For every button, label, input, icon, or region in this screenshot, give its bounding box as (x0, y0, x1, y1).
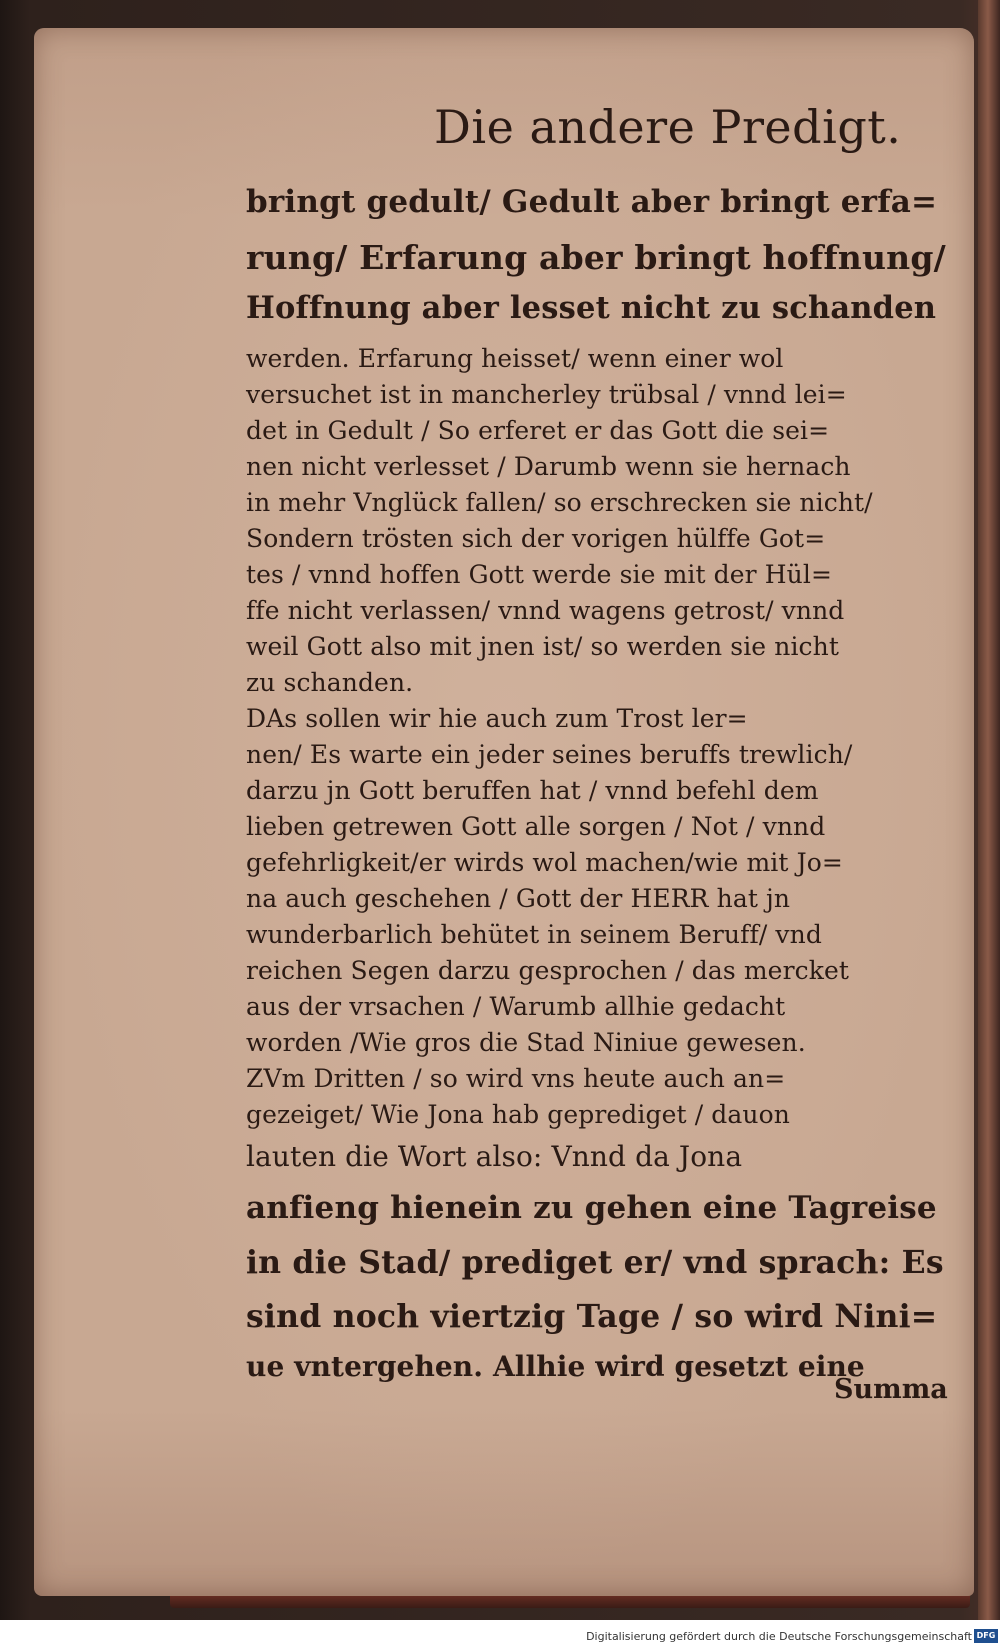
text-line-13: zu schanden. (246, 668, 414, 697)
text-line-22: aus der vrsachen / Warumb allhie gedacht (246, 992, 786, 1021)
text-line-24: ZVm Dritten / so wird vns heute auch an= (246, 1064, 786, 1093)
text-line-8: in mehr Vnglück fallen/ so erschrecken sie nicht/ (246, 488, 873, 517)
text-line-20: wunderbarlich behütet in seinem Beruff/ vnd (246, 920, 822, 949)
text-line-27: anfieng hienein zu gehen eine Tagreise (246, 1190, 937, 1226)
book-page (34, 28, 974, 1596)
text-line-25: gezeiget/ Wie Jona hab geprediget / dauon (246, 1100, 790, 1129)
text-line-9: Sondern trösten sich der vorigen hülffe Got= (246, 524, 826, 553)
text-line-10: tes / vnnd hoffen Gott werde sie mit der Hül= (246, 560, 833, 589)
catchword: Summa (834, 1374, 948, 1405)
text-line-5: versuchet ist in mancherley trübsal / vnnd lei= (246, 380, 847, 409)
dfg-logo: DFG (974, 1629, 998, 1643)
text-line-2: rung/ Erfarung aber bringt hoffnung/ (246, 238, 946, 277)
running-head: Die andere Predigt. (434, 100, 902, 154)
text-line-17: lieben getrewen Gott alle sorgen / Not / vnnd (246, 812, 826, 841)
footer-bar (0, 1620, 1000, 1648)
text-line-28: in die Stad/ prediget er/ vnd sprach: Es (246, 1244, 944, 1281)
text-line-12: weil Gott also mit jnen ist/ so werden sie nicht (246, 632, 839, 661)
text-line-14: DAs sollen wir hie auch zum Trost ler= (246, 704, 748, 733)
text-line-19: na auch geschehen / Gott der HERR hat jn (246, 884, 791, 913)
text-line-21: reichen Segen darzu gesprochen / das mercket (246, 956, 850, 985)
text-line-11: ffe nicht verlassen/ vnnd wagens getrost/ vnnd (246, 596, 845, 625)
footer-credit: Digitalisierung gefördert durch die Deutsche Forschungsgemeinschaft (586, 1630, 972, 1643)
text-line-1: bringt gedult/ Gedult aber bringt erfa= (246, 184, 938, 220)
text-line-6: det in Gedult / So erferet er das Gott die sei= (246, 416, 830, 445)
text-line-16: darzu jn Gott beruffen hat / vnnd befehl dem (246, 776, 819, 805)
book-binding-edge (978, 0, 1000, 1620)
page-bottom-edge (170, 1594, 970, 1608)
page-text-block (34, 28, 974, 1596)
text-line-23: worden /Wie gros die Stad Niniue gewesen. (246, 1028, 806, 1057)
text-line-4: werden. Erfarung heisset/ wenn einer wol (246, 344, 784, 373)
text-line-7: nen nicht verlesset / Darumb wenn sie hernach (246, 452, 851, 481)
text-line-26: lauten die Wort also: Vnnd da Jona (246, 1140, 743, 1173)
text-line-18: gefehrligkeit/er wirds wol machen/wie mit Jo= (246, 848, 843, 877)
text-line-30: ue vntergehen. Allhie wird gesetzt eine (246, 1350, 865, 1383)
text-line-15: nen/ Es warte ein jeder seines beruffs trewlich/ (246, 740, 853, 769)
text-line-3: Hoffnung aber lesset nicht zu schanden (246, 290, 937, 326)
text-line-29: sind noch viertzig Tage / so wird Nini= (246, 1298, 938, 1335)
